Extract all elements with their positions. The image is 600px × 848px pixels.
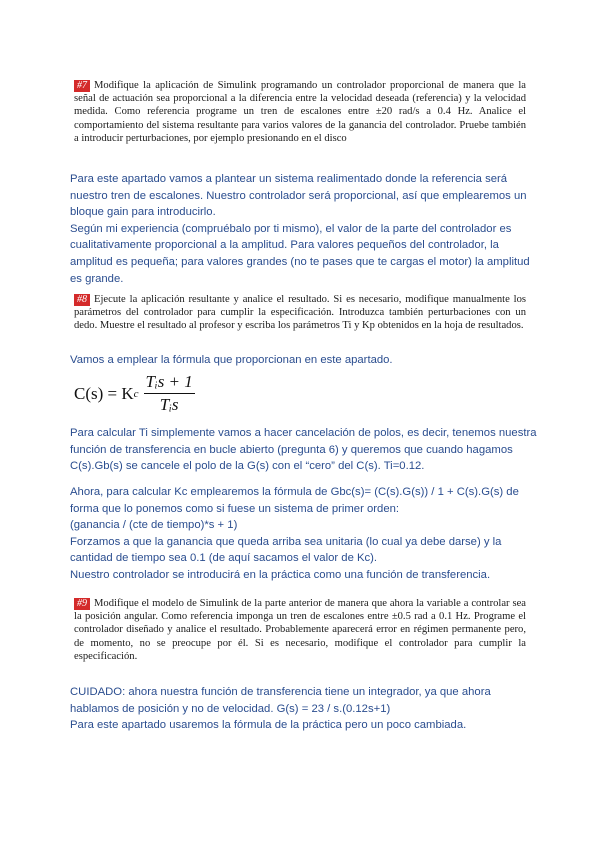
question-9-badge: #9 bbox=[74, 598, 90, 610]
question-8-excerpt bbox=[74, 293, 526, 333]
formula-lhs: C(s) = K bbox=[74, 383, 134, 403]
answer-9-paragraph-2: Para este apartado usaremos la fórmula de la práctica pero un poco cambiada. bbox=[70, 719, 467, 732]
controller-formula bbox=[74, 372, 195, 415]
formula-subscript: c bbox=[133, 387, 139, 400]
answer-7 bbox=[70, 171, 540, 287]
question-7-text: Modifique la aplicación de Simulink programando un controlador proporcional de manera que la señal de actuación sea proporcional a la diferencia entre la velocidad deseada (referencia) y la velocidad medida. Como referencia programe un tren de escalones entre ±20 rad/s a 0.4 Hz. Analice el comportamiento del sistema resultante para varios valores de la ganancia del controlador. Pruebe también a introducir perturbaciones, por ejemplo presionando en el disco bbox=[74, 80, 526, 144]
question-9-excerpt bbox=[74, 597, 526, 663]
answer-8-paragraph-1: Para calcular Ti simplemente vamos a hacer cancelación de polos, es decir, tenemos nuestra función de transferencia en bucle abierto (pregunta 6) y queremos que cuando hagamos C(s).Gb(s) se cancele el polo de la G(s) con el “cero” del C(s). Ti=0.12. bbox=[70, 427, 537, 473]
formula-denominator: Tᵢs bbox=[159, 395, 179, 414]
answer-7-paragraph-2: Según mi experiencia (compruébalo por ti mismo), el valor de la parte del controlador es cualitativamente proporcional a la amplitud. Para valores pequeños del controlador, la amplitud es pequeña; para valores grandes (no te pases que te cargas el motor) la amplitud es grande. bbox=[70, 222, 530, 285]
answer-8-ti bbox=[70, 425, 540, 475]
answer-8-intro: Vamos a emplear la fórmula que proporcionan en este apartado. bbox=[70, 354, 393, 366]
answer-8-paragraph-4: Forzamos a que la ganancia que queda arriba sea unitaria (lo cual ya debe darse) y la cantidad de tiempo sea 0.1 (de aquí sacamos el valor de Kc). bbox=[70, 535, 502, 565]
question-8-badge: #8 bbox=[74, 294, 90, 306]
answer-7-paragraph-1: Para este apartado vamos a plantear un sistema realimentado donde la referencia será nuestro tren de escalones. Nuestro controlador será proporcional, así que emplearemos un bloque gain para introducirlo. bbox=[70, 173, 527, 219]
question-9-text: Modifique el modelo de Simulink de la parte anterior de manera que ahora la variable a controlar sea la posición angular. Como referencia imponga un tren de escalones entre ±0.5 rad a 0.1 Hz. Programe el controlador diseñado y analice el resultado. Probablemente aparecerá error en régimen permanente pero, de momento, no se preocupe por él. Si es necesario, modifique el controlador para cumplir la especificación. bbox=[74, 598, 526, 662]
question-7-excerpt bbox=[74, 79, 526, 145]
formula-fraction bbox=[144, 372, 195, 415]
answer-8-paragraph-5: Nuestro controlador se introducirá en la práctica como una función de transferencia. bbox=[70, 568, 491, 581]
answer-8-paragraph-2: Ahora, para calcular Kc emplearemos la fórmula de Gbc(s)= (C(s).G(s)) / 1 + C(s).G(s) de forma que lo ponemos como si fuese un sistema de primer orden: bbox=[70, 486, 519, 515]
answer-9 bbox=[70, 684, 540, 734]
question-7-badge: #7 bbox=[74, 80, 90, 92]
formula-numerator: Tᵢs + 1 bbox=[144, 372, 195, 394]
answer-9-paragraph-1: CUIDADO: ahora nuestra función de transferencia tiene un integrador, ya que ahora hablamos de posición y no de velocidad. G(s) = 23 / s.(0.12s+1) bbox=[70, 686, 491, 715]
question-8-text: Ejecute la aplicación resultante y analice el resultado. Si es necesario, modifique manualmente los parámetros del controlador para cumplir la especificación. Introduzca también perturbaciones con un dedo. Muestre el resultado al profesor y escriba los parámetros Ti y Kp obtenidos en la hoja de resultados. bbox=[74, 294, 526, 332]
answer-8-paragraph-3: (ganancia / (cte de tiempo)*s + 1) bbox=[70, 519, 238, 532]
answer-8-kc bbox=[70, 484, 540, 584]
